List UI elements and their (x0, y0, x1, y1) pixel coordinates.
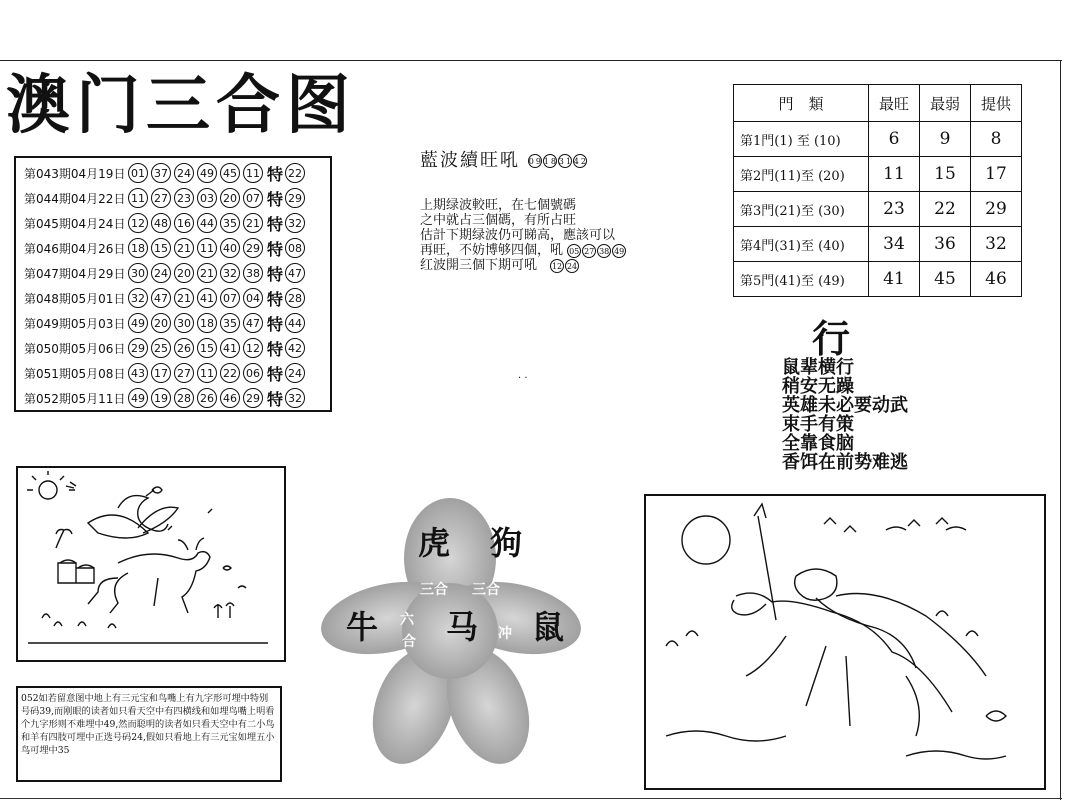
number-ball: 11 (197, 238, 217, 258)
min-value: 36 (920, 227, 971, 262)
min-value: 9 (920, 122, 971, 157)
headline-text: 藍波續旺吼 (420, 150, 520, 171)
special-ball: 24 (285, 363, 305, 383)
gate-label: 第5門(41)至 (49) (734, 262, 869, 297)
draw-history-box (14, 156, 332, 412)
max-value: 6 (869, 122, 920, 157)
mini-number-ball: 18 (543, 154, 557, 168)
number-ball: 47 (151, 288, 171, 308)
max-value: 11 (869, 157, 920, 192)
number-ball: 49 (197, 163, 217, 183)
poem-line: 英雄未必要动武 (782, 395, 908, 416)
para-line: 估計下期绿波仍可睇高，應該可以 (420, 228, 616, 243)
number-ball: 21 (197, 263, 217, 283)
special-label: 特 (267, 389, 284, 409)
number-ball: 12 (243, 338, 263, 358)
number-ball: 30 (128, 263, 148, 283)
number-ball: 17 (151, 363, 171, 383)
special-label: 特 (267, 189, 284, 209)
special-ball: 32 (285, 388, 305, 408)
number-ball: 20 (151, 313, 171, 333)
draw-row (24, 211, 308, 235)
number-ball: 29 (243, 238, 263, 258)
number-ball: 28 (174, 388, 194, 408)
number-ball: 29 (128, 338, 148, 358)
special-label: 特 (267, 239, 284, 259)
para-balls (550, 258, 580, 273)
offer-value: 29 (971, 192, 1022, 227)
poem-title: 行 (812, 316, 851, 361)
para-line-text: 红波開三個下期可吼 (420, 258, 538, 273)
number-ball: 29 (243, 388, 263, 408)
draw-label: 第049期05月03日 (24, 316, 126, 331)
number-ball: 45 (220, 163, 240, 183)
table-row (734, 262, 1022, 297)
number-ball: 21 (243, 213, 263, 233)
gate-label: 第1門(1) 至 (10) (734, 122, 869, 157)
special-label: 特 (267, 214, 284, 234)
draw-label: 第044期04月22日 (24, 191, 126, 206)
flower-liu: 六 (400, 612, 414, 628)
special-ball: 28 (285, 288, 305, 308)
frame-line-bottom (0, 798, 1062, 799)
special-ball: 44 (285, 313, 305, 333)
headline-balls (528, 150, 588, 171)
draw-label: 第052期05月11日 (24, 391, 126, 406)
draw-label: 第045期04月24日 (24, 216, 126, 231)
poem-line: 鼠辈横行 (782, 357, 854, 378)
poem-line: 香饵在前势难逃 (782, 452, 908, 473)
para-line-text: 再旺，不妨博够四個，吼 (420, 243, 564, 258)
number-ball: 44 (197, 213, 217, 233)
draw-row (24, 286, 308, 310)
number-ball: 49 (128, 388, 148, 408)
general-drawing (646, 496, 1044, 788)
max-value: 34 (869, 227, 920, 262)
number-ball: 11 (243, 163, 263, 183)
number-ball: 49 (128, 313, 148, 333)
gate-label: 第4門(31)至 (40) (734, 227, 869, 262)
para-line: 之中就占三個碼，有所占旺 (420, 213, 577, 228)
draw-row (24, 186, 308, 210)
draw-row (24, 311, 308, 335)
number-ball: 41 (220, 338, 240, 358)
special-ball: 47 (285, 263, 305, 283)
special-ball: 22 (285, 163, 305, 183)
draw-label: 第043期04月19日 (24, 166, 126, 181)
number-ball: 06 (243, 363, 263, 383)
draw-row (24, 261, 308, 285)
para-line (420, 258, 627, 273)
special-ball: 42 (285, 338, 305, 358)
flower-label-dog: 狗 (490, 524, 523, 562)
number-ball: 18 (197, 313, 217, 333)
general-on-horse-illustration (644, 494, 1046, 790)
draw-label: 第047期04月29日 (24, 266, 126, 281)
number-ball: 25 (151, 338, 171, 358)
flower-label-rat: 鼠 (532, 608, 565, 646)
number-ball: 11 (197, 363, 217, 383)
mini-number-ball: 49 (612, 244, 626, 258)
min-value: 22 (920, 192, 971, 227)
mini-number-ball: 31 (558, 154, 572, 168)
draw-row (24, 361, 308, 385)
offer-value: 32 (971, 227, 1022, 262)
poem (782, 358, 908, 472)
crane-goat-drawing (18, 468, 284, 660)
number-ball: 35 (220, 313, 240, 333)
special-ball: 29 (285, 188, 305, 208)
number-ball: 27 (174, 363, 194, 383)
number-ball: 16 (174, 213, 194, 233)
number-ball: 46 (220, 388, 240, 408)
gate-label: 第2門(11)至 (20) (734, 157, 869, 192)
frame-line-right (1060, 60, 1061, 800)
col-header-max: 最旺 (869, 85, 920, 122)
mini-number-ball: 38 (597, 244, 611, 258)
offer-value: 8 (971, 122, 1022, 157)
number-ball: 15 (197, 338, 217, 358)
draw-label: 第050期05月06日 (24, 341, 126, 356)
zodiac-flower (318, 496, 582, 776)
number-ball: 15 (151, 238, 171, 258)
max-value: 23 (869, 192, 920, 227)
special-label: 特 (267, 314, 284, 334)
flower-he: 合 (402, 634, 416, 650)
special-ball: 32 (285, 213, 305, 233)
stray-dots: . . (518, 370, 528, 381)
special-label: 特 (267, 289, 284, 309)
max-value: 41 (869, 262, 920, 297)
flower-sanhe-left: 三合 (420, 582, 448, 598)
flower-label-tiger: 虎 (418, 524, 451, 562)
number-ball: 22 (220, 363, 240, 383)
number-ball: 20 (174, 263, 194, 283)
table-row (734, 157, 1022, 192)
draw-label: 第048期05月01日 (24, 291, 126, 306)
offer-value: 17 (971, 157, 1022, 192)
number-ball: 18 (128, 238, 148, 258)
draw-row (24, 386, 308, 410)
mini-number-ball: 12 (550, 259, 564, 273)
number-ball: 23 (174, 188, 194, 208)
flower-chong: 冲 (498, 626, 512, 642)
gate-label: 第3門(21)至 (30) (734, 192, 869, 227)
para-line: 上期绿波較旺，在七個號碼 (420, 198, 577, 213)
analysis-paragraph (420, 198, 627, 273)
special-label: 特 (267, 339, 284, 359)
number-ball: 21 (174, 238, 194, 258)
flower-label-horse: 马 (446, 608, 479, 646)
min-value: 45 (920, 262, 971, 297)
table-row (734, 122, 1022, 157)
number-ball: 32 (128, 288, 148, 308)
mini-number-ball: 09 (528, 154, 542, 168)
special-label: 特 (267, 364, 284, 384)
draw-label: 第046期04月26日 (24, 241, 126, 256)
mini-number-ball: 27 (582, 244, 596, 258)
number-ball: 30 (174, 313, 194, 333)
draw-label: 第051期05月08日 (24, 366, 126, 381)
number-ball: 41 (197, 288, 217, 308)
number-ball: 04 (243, 288, 263, 308)
number-ball: 35 (220, 213, 240, 233)
number-ball: 37 (151, 163, 171, 183)
min-value: 15 (920, 157, 971, 192)
poem-line: 稍安无躁 (782, 376, 854, 397)
number-ball: 47 (243, 313, 263, 333)
number-ball: 26 (174, 338, 194, 358)
mini-number-ball: 42 (573, 154, 587, 168)
para-balls (567, 243, 627, 258)
number-ball: 12 (128, 213, 148, 233)
number-ball: 43 (128, 363, 148, 383)
table-row (734, 192, 1022, 227)
number-ball: 27 (151, 188, 171, 208)
poem-line: 全靠食脑 (782, 433, 854, 454)
col-header-offer: 提供 (971, 85, 1022, 122)
special-ball: 08 (285, 238, 305, 258)
number-ball: 01 (128, 163, 148, 183)
headline (420, 146, 588, 172)
flower-sanhe-right: 三合 (472, 582, 500, 598)
hint-text-box: 052如若留意图中地上有三元宝和鸟嘴上有九字形可埋中特别号码39,而刚眼的读者如只看天空中有四横线和如埋鸟嘴上明看个九字形则不难埋中49,然而聪明的读者如只看天空中有二小鸟和羊有四肢可埋中正选号码24,假如只看地上有三元宝如埋五小鸟可埋中35 (16, 686, 282, 782)
gate-stats-table (733, 84, 1022, 297)
mini-number-ball: 05 (567, 244, 581, 258)
number-ball: 26 (197, 388, 217, 408)
number-ball: 40 (220, 238, 240, 258)
number-ball: 21 (174, 288, 194, 308)
special-label: 特 (267, 264, 284, 284)
mini-number-ball: 24 (565, 259, 579, 273)
number-ball: 32 (220, 263, 240, 283)
table-row (734, 227, 1022, 262)
table-header-row (734, 85, 1022, 122)
number-ball: 19 (151, 388, 171, 408)
offer-value: 46 (971, 262, 1022, 297)
para-line (420, 243, 627, 258)
flower-label-ox: 牛 (346, 608, 379, 646)
number-ball: 07 (243, 188, 263, 208)
col-header-category: 門 類 (734, 85, 869, 122)
poem-line: 束手有策 (782, 414, 854, 435)
number-ball: 24 (174, 163, 194, 183)
special-label: 特 (267, 164, 284, 184)
page-title: 澳门三合图 (6, 69, 356, 143)
draw-row (24, 336, 308, 360)
number-ball: 20 (220, 188, 240, 208)
crane-goat-illustration (16, 466, 286, 662)
frame-line-top (0, 60, 1062, 61)
col-header-min: 最弱 (920, 85, 971, 122)
number-ball: 07 (220, 288, 240, 308)
draw-row (24, 236, 308, 260)
number-ball: 48 (151, 213, 171, 233)
number-ball: 03 (197, 188, 217, 208)
number-ball: 38 (243, 263, 263, 283)
number-ball: 24 (151, 263, 171, 283)
number-ball: 11 (128, 188, 148, 208)
draw-row (24, 161, 308, 185)
